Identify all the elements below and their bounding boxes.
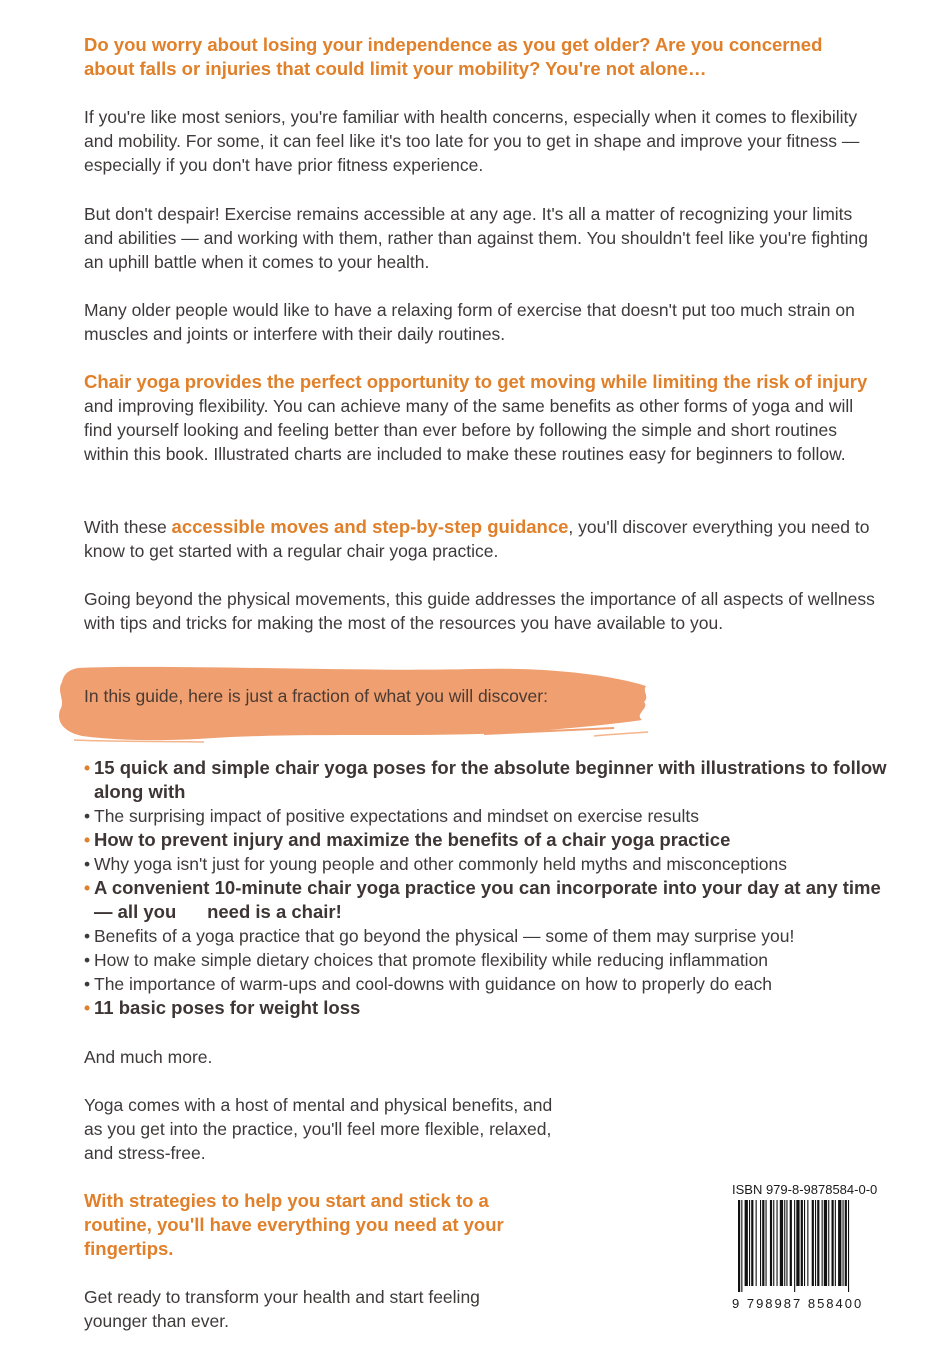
barcode-bar	[835, 1200, 836, 1286]
list-item-text: Why yoga isn't just for young people and other commonly held myths and misconceptions	[94, 854, 788, 874]
list-item	[84, 972, 894, 996]
list-item	[84, 852, 894, 876]
barcode-bar	[745, 1200, 748, 1286]
barcode-bar	[762, 1200, 764, 1286]
list-item	[84, 948, 894, 972]
paragraph-strategies: With strategies to help you start and stick to a routine, you'll have everything you need at your fingertips.	[84, 1190, 504, 1259]
barcode-bar	[822, 1200, 823, 1286]
barcode-bar	[756, 1200, 757, 1286]
paragraph-seniors: If you're like most seniors, you're familiar with health concerns, especially when it comes to flexibility and mobility. For some, it can feel like it's too late for you to get in shape and improve your fitness — especially if you don't have prior fitness experience.	[84, 107, 860, 175]
bullet-dot: •	[84, 758, 91, 778]
bullet-dot: •	[84, 974, 91, 994]
list-item-text: A convenient 10-minute chair yoga practice you can incorporate into your day at any time — all you need is a chair!	[94, 877, 886, 922]
paragraph-beyond-physical: Going beyond the physical movements, this guide addresses the importance of all aspects of wellness with tips and tricks for making the most of the resources you have available to you.	[84, 589, 875, 633]
bullet-dot: •	[84, 806, 91, 826]
isbn-label: ISBN 979-8-9878584-0-0	[732, 1182, 878, 1197]
paragraph-older-people: Many older people would like to have a relaxing form of exercise that doesn't put too much strain on muscles and joints or interfere with their daily routines.	[84, 300, 855, 344]
list-item-text: Benefits of a yoga practice that go beyond the physical — some of them may surprise you!	[94, 926, 795, 946]
bullet-dot: •	[84, 950, 91, 970]
barcode-bar	[766, 1200, 767, 1286]
barcode-bar	[812, 1200, 814, 1286]
barcode-bar	[807, 1200, 808, 1286]
barcode-bar	[828, 1200, 829, 1286]
list-item	[84, 804, 894, 828]
bullet-dot: •	[84, 878, 91, 898]
list-item	[84, 756, 894, 804]
paragraph-accessible-moves	[84, 515, 874, 563]
list-item-text: The surprising impact of positive expectations and mindset on exercise results	[94, 806, 700, 826]
bullet-dot: •	[84, 854, 91, 874]
barcode-bar	[790, 1200, 792, 1286]
bullet-dot: •	[84, 998, 91, 1018]
list-item-text: 15 quick and simple chair yoga poses for the absolute beginner with illustrations to follow along with	[94, 757, 887, 802]
barcode-bar	[760, 1200, 761, 1286]
chair-yoga-highlight: Chair yoga provides the perfect opportunity to get moving while limiting the risk of injury	[84, 371, 868, 392]
barcode-bar	[838, 1200, 841, 1286]
barcode-bar	[796, 1200, 799, 1286]
barcode-bar	[784, 1200, 785, 1286]
barcode	[728, 1198, 898, 1312]
paragraph-get-ready: Get ready to transform your health and start feeling younger than ever.	[84, 1287, 480, 1331]
barcode-bar	[817, 1200, 819, 1286]
list-item-text: How to prevent injury and maximize the benefits of a chair yoga practice	[94, 829, 731, 850]
paragraph-dont-despair: But don't despair! Exercise remains accessible at any age. It's all a matter of recognizing your limits and abilities — and working with them, rather than against them. You shouldn't feel like you're fighting an uphill battle when it comes to your health.	[84, 204, 868, 272]
barcode-bar	[794, 1200, 795, 1292]
barcode-bar	[848, 1200, 849, 1292]
much-more: And much more.	[84, 1047, 213, 1067]
barcode-bar	[780, 1200, 783, 1286]
barcode-bar	[824, 1200, 827, 1286]
barcode-bar	[786, 1200, 787, 1286]
accessible-after: , you'll discover everything you need to know to get started with a regular chair yoga practice.	[84, 517, 870, 561]
barcode-bar	[749, 1200, 750, 1286]
paragraph-benefits: Yoga comes with a host of mental and physical benefits, and as you get into the practice, you'll feel more flexible, relaxed, and stress-free.	[84, 1095, 553, 1163]
barcode-bar	[845, 1200, 847, 1286]
barcode-bar	[801, 1200, 803, 1286]
discover-list	[84, 756, 894, 1020]
barcode-bar	[751, 1200, 753, 1286]
barcode-bar	[804, 1200, 805, 1286]
chair-yoga-rest: and improving flexibility. You can achieve many of the same benefits as other forms of yoga and will find yourself looking and feeling better than ever before by following the simple and short routines within this book. Illustrated charts are included to make these routines easy for beginners to follow.	[84, 396, 854, 464]
list-item	[84, 924, 894, 948]
bullet-dot: •	[84, 926, 91, 946]
accessible-before: With these	[84, 517, 172, 537]
accessible-highlight: accessible moves and step-by-step guidance	[171, 516, 569, 537]
list-item	[84, 828, 894, 852]
intro-question: Do you worry about losing your independence as you get older? Are you concerned about falls or injuries that could limit your mobility? You're not alone…	[84, 34, 823, 79]
barcode-bar	[770, 1200, 772, 1286]
bullet-dot: •	[84, 830, 91, 850]
barcode-bar	[738, 1200, 740, 1292]
barcode-bar	[832, 1200, 834, 1286]
list-item-text: How to make simple dietary choices that promote flexibility while reducing inflammation	[94, 950, 769, 970]
barcode-bar	[777, 1200, 778, 1286]
callout-discover: In this guide, here is just a fraction of what you will discover:	[84, 686, 548, 706]
list-item-text: The importance of warm-ups and cool-downs with guidance on how to properly do each	[94, 974, 773, 994]
paragraph-chair-yoga	[84, 370, 884, 466]
list-item	[84, 876, 894, 924]
barcode-bar	[741, 1200, 742, 1292]
barcode-number: 9 798987 858400	[732, 1296, 864, 1311]
list-item	[84, 996, 894, 1020]
barcode-bar	[773, 1200, 774, 1286]
list-item-text: 11 basic poses for weight loss	[94, 997, 361, 1018]
barcode-bar	[843, 1200, 844, 1286]
barcode-bar	[815, 1200, 816, 1286]
